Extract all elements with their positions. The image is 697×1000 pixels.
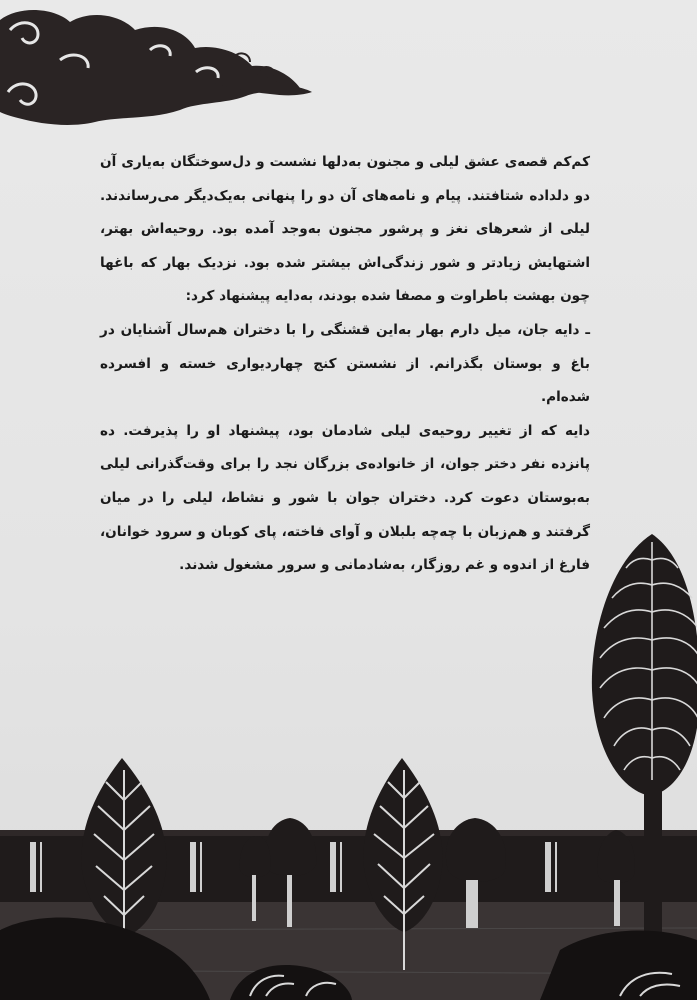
story-text	[100, 146, 590, 583]
garden-illustration	[0, 530, 697, 1000]
story-paragraph-1: کم‌کم قصه‌ی عشق لیلی و مجنون به‌دلها نشست و دل‌سوختگان به‌یاری آن دو دلداده شتافتند. پیام و نامه‌های آن دو را پنهانی به‌یک‌دیگر می‌رساندند. لیلی از شعرهای نغز و پرشور مجنون به‌وجد آمده بود. روحیه‌اش بهتر، اشتهایش زیادتر و شور زندگی‌اش بیشتر شده بود. نزدیک بهار که باغها چون بهشت باطراوت و مصفا شده بودند، به‌دایه پیشنهاد کرد:	[100, 154, 590, 305]
story-paragraph-2: ـ دایه جان، میل دارم بهار به‌این قشنگی را با دختران هم‌سال آشنایان در باغ و بوستان بگذرانم. از نشستن کنج چهاردیواری خسته و افسرده شده‌ام.	[100, 321, 590, 406]
story-paragraph-3: دایه که از تغییر روحیه‌ی لیلی شادمان بود، پیشنهاد او را پذیرفت. ده پانزده نفر دختر جوان، از خانواده‌ی بزرگان نجد را برای وقت‌گذرانی لیلی به‌بوستان دعوت کرد. دختران جوان با شور و نشاط، لیلی را در میان گرفتند و هم‌زبان با چه‌چه بلبلان و آوای فاخته، پای کوبان و سرود خوانان، فارغ از اندوه و غم روزگار، به‌شادمانی و سرور مشغول شدند.	[100, 422, 590, 574]
cloud-illustration	[0, 0, 320, 130]
